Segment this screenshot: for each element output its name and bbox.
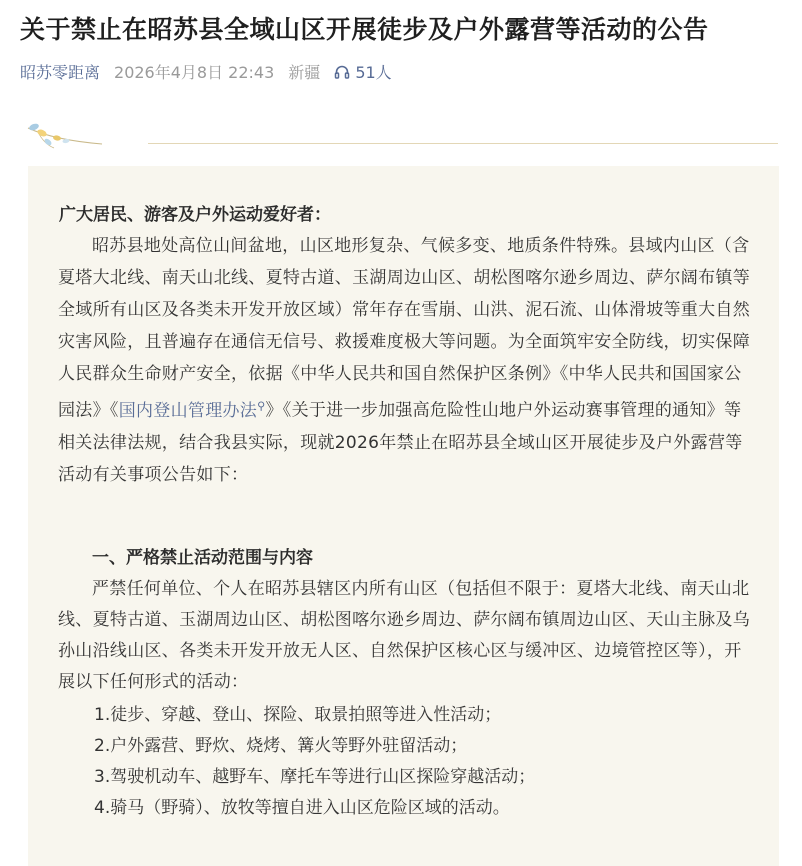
intro-text-after-link: 》《关于进一步加强高危险性山地户外运动赛事管理的通知》等相关法律法规，结合我县实际，现就2026年禁止在昭苏县全域山区开展徒步及户外露营等活动有关事项公告如下： bbox=[58, 400, 743, 485]
list-item: 2.户外露营、野炊、烧烤、篝火等野外驻留活动； bbox=[94, 736, 468, 756]
flower-sprig-icon bbox=[24, 118, 104, 158]
regulation-link-label: 国内登山管理办法 bbox=[118, 400, 258, 421]
section-paragraph: 严禁任何单位、个人在昭苏县辖区内所有山区（包括但不限于：夏塔大北线、南天山北线、夏特古道、玉湖周边山区、胡松图喀尔逊乡周边、萨尔阔布镇周边山区、天山主脉及乌孙山沿线山区、各类未开发开放无人区、自然保护区核心区与缓冲区、边境管控区等），开展以下任何形式的活动： bbox=[58, 579, 750, 692]
prohibited-activities-list bbox=[94, 700, 535, 824]
list-item: 1.徒步、穿越、登山、探险、取景拍照等进入性活动； bbox=[94, 705, 502, 725]
account-name-link[interactable]: 昭苏零距离 bbox=[20, 63, 101, 82]
header-divider bbox=[148, 143, 778, 144]
salutation: 广大居民、游客及户外运动爱好者： bbox=[59, 205, 331, 225]
article-meta bbox=[20, 60, 392, 83]
listen-button[interactable] bbox=[334, 60, 391, 83]
list-item: 3.驾驶机动车、越野车、摩托车等进行山区探险穿越活动； bbox=[94, 767, 536, 787]
publish-date: 2026年4月8日 22:43 bbox=[114, 63, 275, 82]
search-icon: ⚲ bbox=[257, 399, 266, 412]
article-title: 关于禁止在昭苏县全域山区开展徒步及户外露营等活动的公告 bbox=[20, 15, 709, 44]
article-body-card bbox=[28, 166, 779, 866]
section-heading: 一、严格禁止活动范围与内容 bbox=[92, 548, 313, 568]
list-item: 4.骑马（野骑）、放牧等擅自进入山区危险区域的活动。 bbox=[94, 798, 510, 818]
regulation-search-link[interactable] bbox=[119, 401, 266, 421]
listen-count: 51人 bbox=[355, 63, 392, 82]
intro-paragraph bbox=[58, 230, 752, 491]
headphones-icon bbox=[334, 64, 350, 80]
publish-region: 新疆 bbox=[288, 63, 321, 82]
intro-text-before-link: 昭苏县地处高位山间盆地，山区地形复杂、气候多变、地质条件特殊。县域内山区（含夏塔大北线、南天山北线、夏特古道、玉湖周边山区、胡松图喀尔逊乡周边、萨尔阔布镇等全域所有山区及各类未开发开放区域）常年存在雪崩、山洪、泥石流、山体滑坡等重大自然灾害风险，且普遍存在通信无信号、救援难度极大等问题。为全面筑牢安全防线，切实保障人民群众生命财产安全，依据《中华人民共和国自然保护区条例》《中华人民共和国国家公园法》《 bbox=[58, 236, 750, 421]
